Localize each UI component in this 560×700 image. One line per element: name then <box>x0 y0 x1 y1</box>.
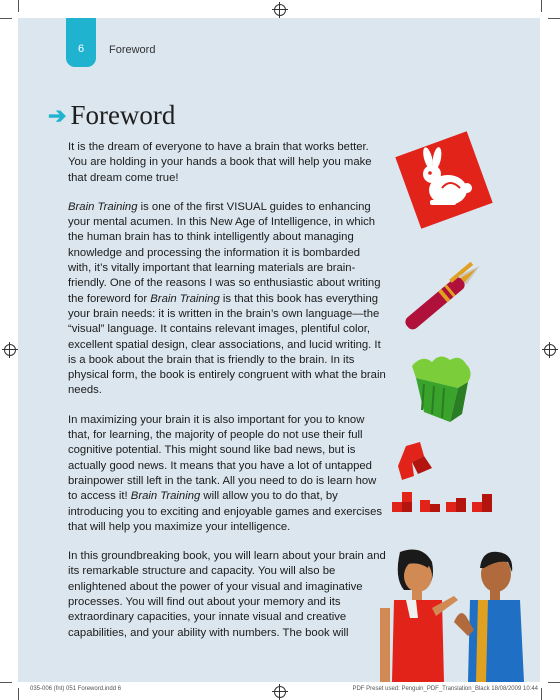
paragraph-text: In this groundbreaking book, you will learn about your brain and its remarkable structure and capacity. You will also be enlightened about the power of your visual and imaginative processes. You will find out about your memory and its extraordinary capacities, your innate visual and creative capabilities, and your ability with numbers. The book will <box>68 550 386 639</box>
body-text <box>68 140 386 655</box>
crop-mark <box>548 18 560 19</box>
arrow-right-icon: ➔ <box>48 102 67 128</box>
book-title-italic: Brain Training <box>130 490 201 503</box>
paragraph-text: In maximizing your brain it is also important for you to know that, for learning, the majority of people do not use their full cognitive potential. This might sound like bad news, but is actually good news. It means that you have a lot of untapped brainpower still left in the tank. All you need to do is learn how to access it! <box>68 413 377 503</box>
paragraph-text: will allow you to do that, by introducing you to exciting and enjoyable games and exercises that will help you maximize your intelligence. <box>68 490 382 533</box>
crop-mark <box>0 18 12 19</box>
tetromino-blocks-icon <box>388 438 503 528</box>
crop-mark <box>0 682 12 683</box>
two-people-talking-icon <box>370 538 540 682</box>
registration-mark-icon <box>274 686 286 698</box>
crop-mark <box>541 0 542 12</box>
fountain-pen-icon <box>390 240 500 350</box>
green-celery-icon <box>402 348 482 428</box>
paragraph-text: is one of the first VISUAL guides to enhancing your mental acumen. In this New Age of Intelligence, in which the human brain has to think intelligently about managing knowledge and processing the information it is bombarded with, it’s vitally important that learning materials are brain-friendly. One of the reasons I was so enthusiastic about writing the foreword for <box>68 200 381 305</box>
crop-mark <box>18 0 19 12</box>
crop-mark <box>541 688 542 700</box>
print-slug-left: 035-006 (fnt) 051 Foreword.indd 6 <box>30 686 122 692</box>
paragraph-text: is that this book has everything your brain needs: it is written in the brain’s own language—the “visual” language. It contains relevant images, plentiful color, excellent spatial design, clear associations, and lucid writing. It is a book about the brain that is friendly to the brain. In its physical form, the book is entirely congruent with what the brain needs. <box>68 292 386 397</box>
registration-mark-icon <box>544 344 556 356</box>
print-slug-right: PDF Preset used: Penguin_PDF_Translation_Black 18/08/2009 10:44 <box>352 686 538 692</box>
paragraph <box>68 200 386 399</box>
paragraph <box>68 549 386 641</box>
book-title-italic: Brain Training <box>150 292 220 305</box>
book-page <box>18 18 540 682</box>
crop-mark <box>548 682 560 683</box>
paragraph <box>68 140 386 186</box>
page-title: Foreword <box>70 100 176 130</box>
book-title-italic: Brain Training <box>68 200 138 213</box>
paragraph-text: It is the dream of everyone to have a brain that works better. You are holding in your hands a book that will help you make that dream come true! <box>68 141 372 184</box>
running-title: Foreword <box>109 44 156 56</box>
paragraph <box>68 413 386 535</box>
page-number-tab <box>66 18 96 67</box>
section-heading <box>48 100 175 131</box>
registration-mark-icon <box>4 344 16 356</box>
page-number: 6 <box>77 43 85 55</box>
registration-mark-icon <box>274 4 286 16</box>
crop-mark <box>18 688 19 700</box>
rabbit-icon <box>392 128 496 232</box>
